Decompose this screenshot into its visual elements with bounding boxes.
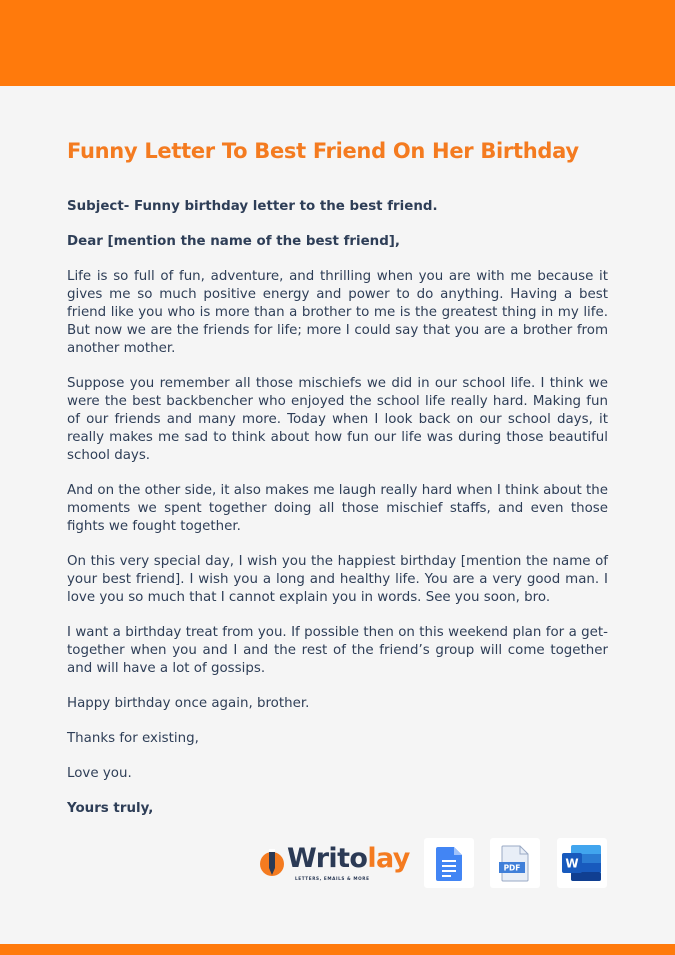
brand-tagline: LETTERS, EMAILS & MORE bbox=[295, 876, 370, 881]
letter-closing-2: Thanks for existing, bbox=[67, 731, 199, 746]
brand-name bbox=[287, 842, 410, 876]
brand-name-part2: lay bbox=[367, 843, 410, 874]
pdf-label: PDF bbox=[503, 863, 521, 873]
letter-paragraph-5: I want a birthday treat from you. If possible then on this weekend plan for a get-together when you and I and the rest of the friend’s group will come together and will have a lot of gossips. bbox=[67, 625, 608, 676]
brand-name-part1: Writo bbox=[287, 843, 368, 874]
header-band bbox=[0, 0, 675, 86]
pdf-icon bbox=[490, 838, 540, 888]
google-docs-icon bbox=[424, 838, 474, 888]
letter-paragraph-4: On this very special day, I wish you the happiest birthday [mention the name of your best friend]. I wish you a long and healthy life. You are a very good man. I love you so much that I cannot explain you in words. See you soon, bro. bbox=[67, 554, 608, 605]
google-docs-download-button[interactable] bbox=[424, 838, 474, 888]
letter-paragraph-3: And on the other side, it also makes me laugh really hard when I think about the moments we spent together doing all those mischief staffs, and even those fights we fought together. bbox=[67, 483, 608, 534]
footer bbox=[0, 836, 675, 890]
letter-body bbox=[67, 198, 608, 835]
letter-closing-3: Love you. bbox=[67, 766, 132, 781]
letter-signoff: Yours truly, bbox=[67, 801, 154, 816]
word-icon bbox=[557, 838, 607, 888]
letter-paragraph-2: Suppose you remember all those mischiefs we did in our school life. I think we were the best backbencher who enjoyed the school life really hard. Making fun of our friends and many more. Today when I look back on our school days, it really makes me sad to think about how fun our life was during those beautiful school days. bbox=[67, 376, 608, 463]
letter-paragraph-1: Life is so full of fun, adventure, and thrilling when you are with me because it gives me so much positive energy and power to do anything. Having a best friend like you who is more than a brother to me is the greatest thing in my life. But now we are the friends for life; more I could say that you are a brother from another mother. bbox=[67, 269, 608, 356]
letter-subject: Subject- Funny birthday letter to the best friend. bbox=[67, 199, 438, 214]
letter-closing-1: Happy birthday once again, brother. bbox=[67, 696, 310, 711]
page-title: Funny Letter To Best Friend On Her Birthday bbox=[67, 139, 579, 163]
pencil-logo-icon bbox=[259, 845, 285, 879]
pdf-download-button[interactable] bbox=[490, 838, 540, 888]
writolay-logo[interactable] bbox=[259, 842, 410, 886]
word-label: W bbox=[565, 856, 579, 871]
footer-band bbox=[0, 944, 675, 955]
word-download-button[interactable] bbox=[557, 838, 607, 888]
letter-salutation: Dear [mention the name of the best friend], bbox=[67, 234, 401, 249]
